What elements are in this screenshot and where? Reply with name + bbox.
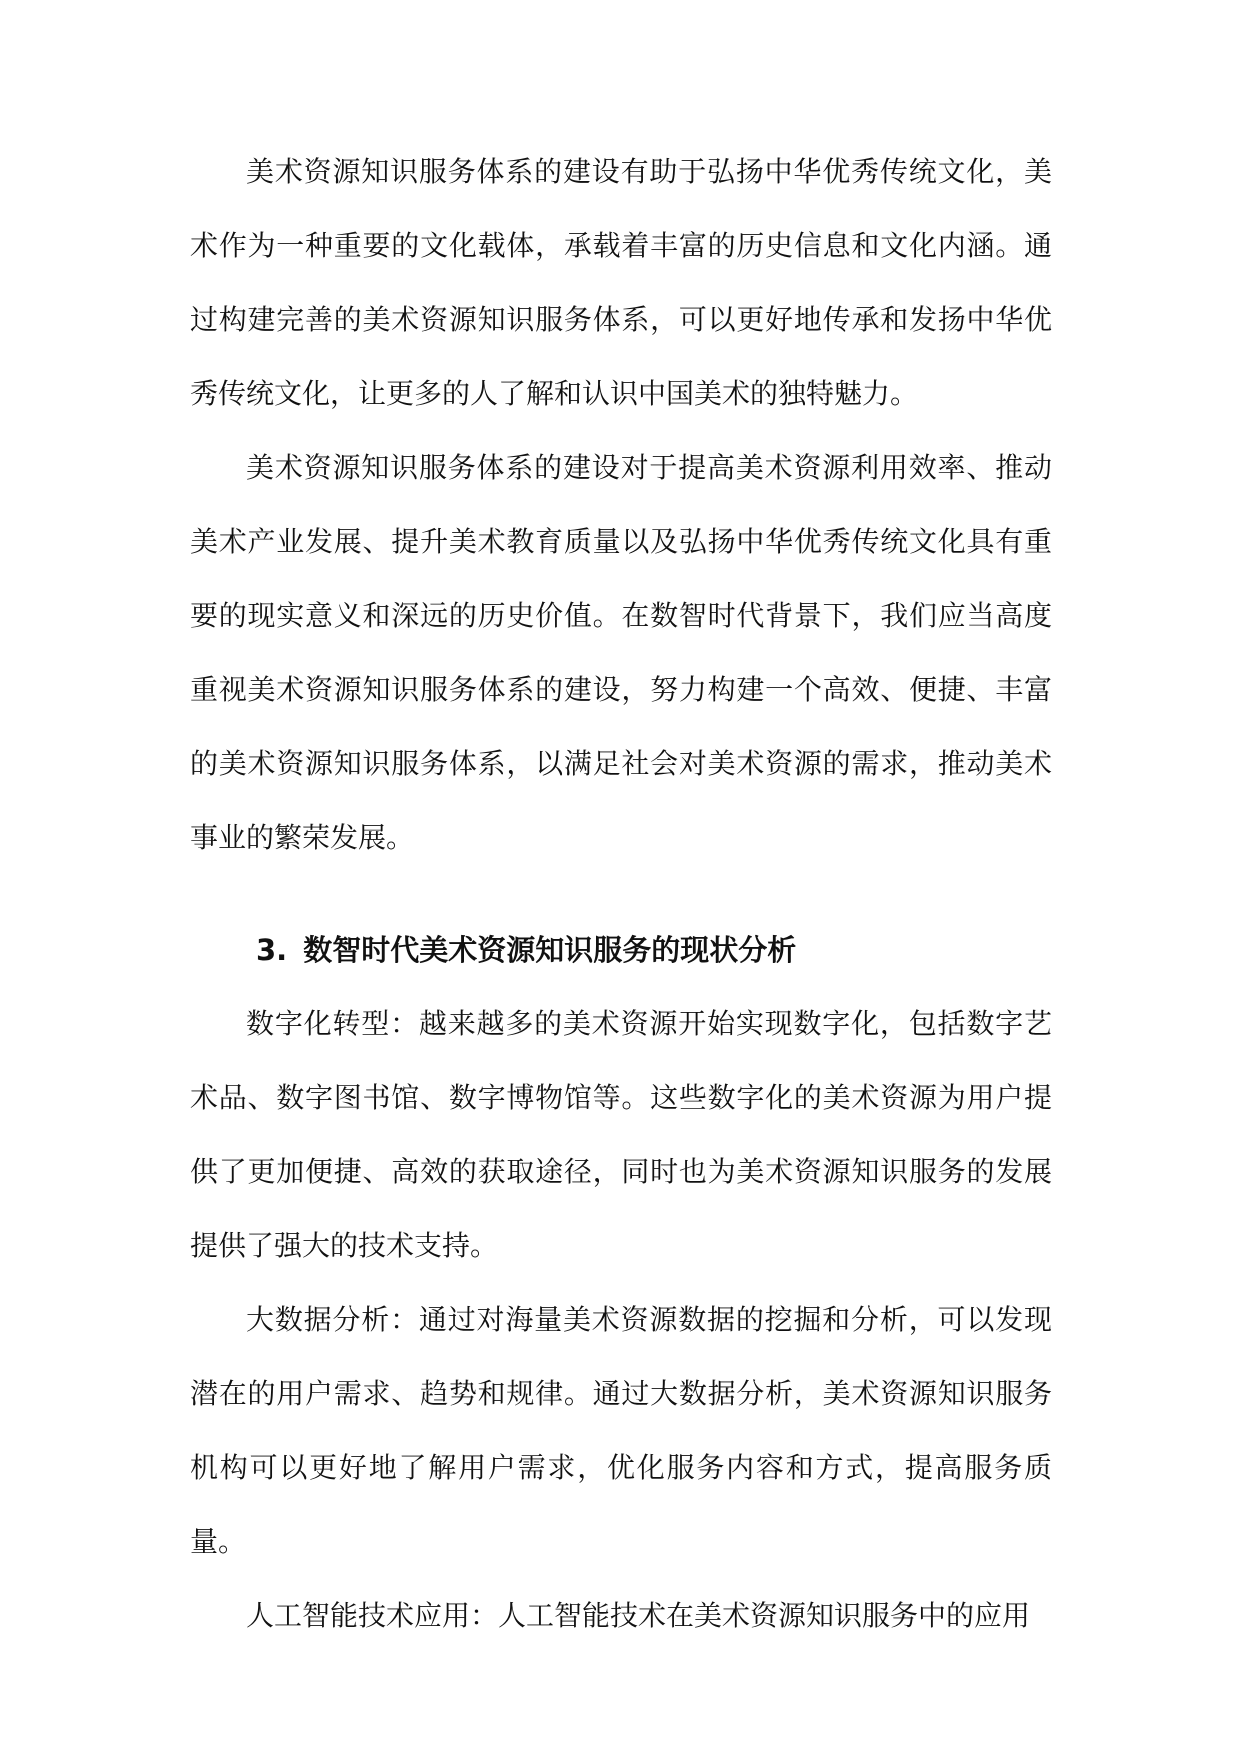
- document-body: [190, 135, 1052, 1653]
- paragraph-heritage: 美术资源知识服务体系的建设有助于弘扬中华优秀传统文化，美术作为一种重要的文化载体，承载着丰富的历史信息和文化内涵。通过构建完善的美术资源知识服务体系，可以更好地传承和发扬中华优秀传统文化，让更多的人了解和认识中国美术的独特魅力。: [190, 155, 1052, 410]
- paragraph-ai-application: 人工智能技术应用：人工智能技术在美术资源知识服务中的应用: [246, 1599, 1031, 1632]
- paragraph-significance: 美术资源知识服务体系的建设对于提高美术资源利用效率、推动美术产业发展、提升美术教育质量以及弘扬中华优秀传统文化具有重要的现实意义和深远的历史价值。在数智时代背景下，我们应当高度重视美术资源知识服务体系的建设，努力构建一个高效、便捷、丰富的美术资源知识服务体系，以满足社会对美术资源的需求，推动美术事业的繁荣发展。: [190, 451, 1052, 854]
- paragraph-digital-transformation: 数字化转型：越来越多的美术资源开始实现数字化，包括数字艺术品、数字图书馆、数字博物馆等。这些数字化的美术资源为用户提供了更加便捷、高效的获取途径，同时也为美术资源知识服务的发展提供了强大的技术支持。: [190, 1007, 1052, 1262]
- section-heading: [190, 913, 1052, 987]
- paragraph-big-data: 大数据分析：通过对海量美术资源数据的挖掘和分析，可以发现潜在的用户需求、趋势和规律。通过大数据分析，美术资源知识服务机构可以更好地了解用户需求，优化服务内容和方式，提高服务质量。: [190, 1303, 1052, 1558]
- section-number: 3.: [256, 933, 288, 967]
- section-title: 数智时代美术资源知识服务的现状分析: [303, 933, 797, 967]
